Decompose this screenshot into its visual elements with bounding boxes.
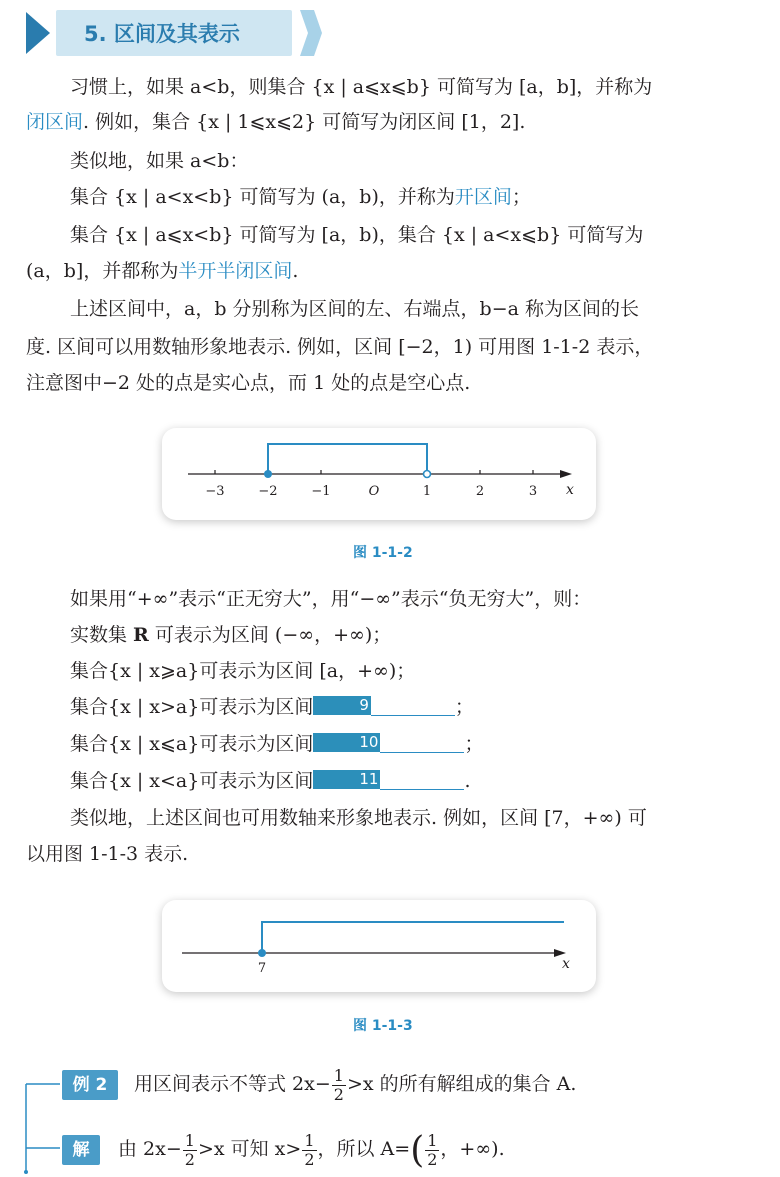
number-line-svg-2 [162, 900, 596, 992]
example-tag: 例 2 [62, 1070, 118, 1100]
figure-caption-2: 图 1-1-3 [353, 1018, 413, 1034]
text-line: 以用图 1-1-3 表示. [26, 843, 189, 865]
tick-label: −2 [258, 484, 278, 499]
fraction-one-half: $\frac{1}{2}$ [427, 1130, 438, 1169]
fraction-one-half: $\frac{1}{2}$ [333, 1065, 344, 1104]
text-line: 集合{x | x⩾a}可表示为区间 [a，+∞)； [70, 660, 416, 682]
solid-endpoint [264, 470, 272, 478]
text-line: 上述区间中，a，b 分别称为区间的左、右端点，b−a 称为区间的长 [70, 298, 639, 320]
solution-tag: 解 [62, 1135, 100, 1165]
figure-number-line-2 [162, 900, 596, 992]
term-open-interval: 开区间 [454, 186, 512, 208]
tick-label: O [368, 484, 380, 499]
fraction-one-half: $\frac{1}{2}$ [304, 1130, 315, 1169]
number-line-svg [162, 428, 596, 520]
axis-variable-label: x [562, 956, 570, 972]
blank-number-10: 10 [313, 733, 380, 752]
text-line: 集合{x | x>a}可表示为区间 9 ； [70, 696, 474, 718]
interval-ray [262, 922, 564, 953]
tick-label-7: 7 [257, 961, 267, 976]
text-line: 类似地，如果 a<b： [70, 150, 249, 172]
axis-arrow-icon [560, 470, 572, 478]
section-title: 5. 区间及其表示 [84, 22, 240, 46]
solid-endpoint [258, 949, 266, 957]
text-line: 注意图中−2 处的点是实心点，而 1 处的点是空心点. [26, 372, 471, 394]
example-bracket-line [22, 1072, 62, 1176]
text-line: 集合 {x | a⩽x<b} 可简写为 [a，b)，集合 {x | a<x⩽b} 可简写为 [70, 224, 644, 246]
text-line: (a，b]，并都称为半开半闭区间. [26, 260, 299, 282]
answer-blank-11[interactable] [380, 769, 464, 790]
tick-label: 1 [422, 484, 432, 499]
text-line: 习惯上，如果 a<b，则集合 {x | a⩽x⩽b} 可简写为 [a，b]，并称为 [70, 76, 653, 98]
text-line: 如果用“+∞”表示“正无穷大”，用“−∞”表示“负无穷大”，则： [70, 588, 592, 610]
figure-caption-1: 图 1-1-2 [353, 545, 413, 561]
axis-variable-label: x [566, 482, 574, 498]
text-line: 集合{x | x<a}可表示为区间 11 . [70, 770, 471, 792]
answer-blank-10[interactable] [380, 732, 464, 753]
answer-blank-9[interactable] [371, 695, 455, 716]
tick-label: −3 [205, 484, 225, 499]
blank-number-11: 11 [313, 770, 380, 789]
tick-label: 3 [528, 484, 538, 499]
text-line: 集合 {x | a<x<b} 可简写为 (a，b)，并称为开区间； [70, 186, 531, 208]
solution-text: 由 2x− $\frac{1}{2}$ >x 可知 x> $\frac{1}{2}$ ，所以 A=( $\frac{1}{2}$ ，+∞). [118, 1130, 505, 1171]
term-closed-interval: 闭区间 [26, 111, 84, 133]
blank-number-9: 9 [313, 696, 371, 715]
header-arrow-icon [26, 12, 50, 54]
text-line: 闭区间. 例如，集合 {x | 1⩽x⩽2} 可简写为闭区间 [1，2]. [26, 111, 526, 133]
tick-label: −1 [311, 484, 331, 499]
term-half-open-interval: 半开半闭区间 [178, 260, 293, 282]
hollow-endpoint [424, 471, 431, 478]
fraction-one-half: $\frac{1}{2}$ [184, 1130, 195, 1169]
tick-label: 2 [475, 484, 485, 499]
interval-bracket [268, 444, 427, 474]
figure-number-line-1 [162, 428, 596, 520]
example-question: 用区间表示不等式 2x− $\frac{1}{2}$ >x 的所有解组成的集合 A. [134, 1065, 577, 1104]
text-line: 集合{x | x⩽a}可表示为区间 10 ； [70, 733, 484, 755]
left-paren: ( [410, 1130, 425, 1171]
text-line: 类似地，上述区间也可用数轴来形象地表示. 例如，区间 [7，+∞) 可 [70, 807, 647, 829]
text-line: 度. 区间可以用数轴形象地表示. 例如，区间 [−2，1) 可用图 1-1-2 表示， [26, 336, 654, 358]
text-line: 实数集 R 可表示为区间 (−∞，+∞)； [70, 624, 392, 646]
